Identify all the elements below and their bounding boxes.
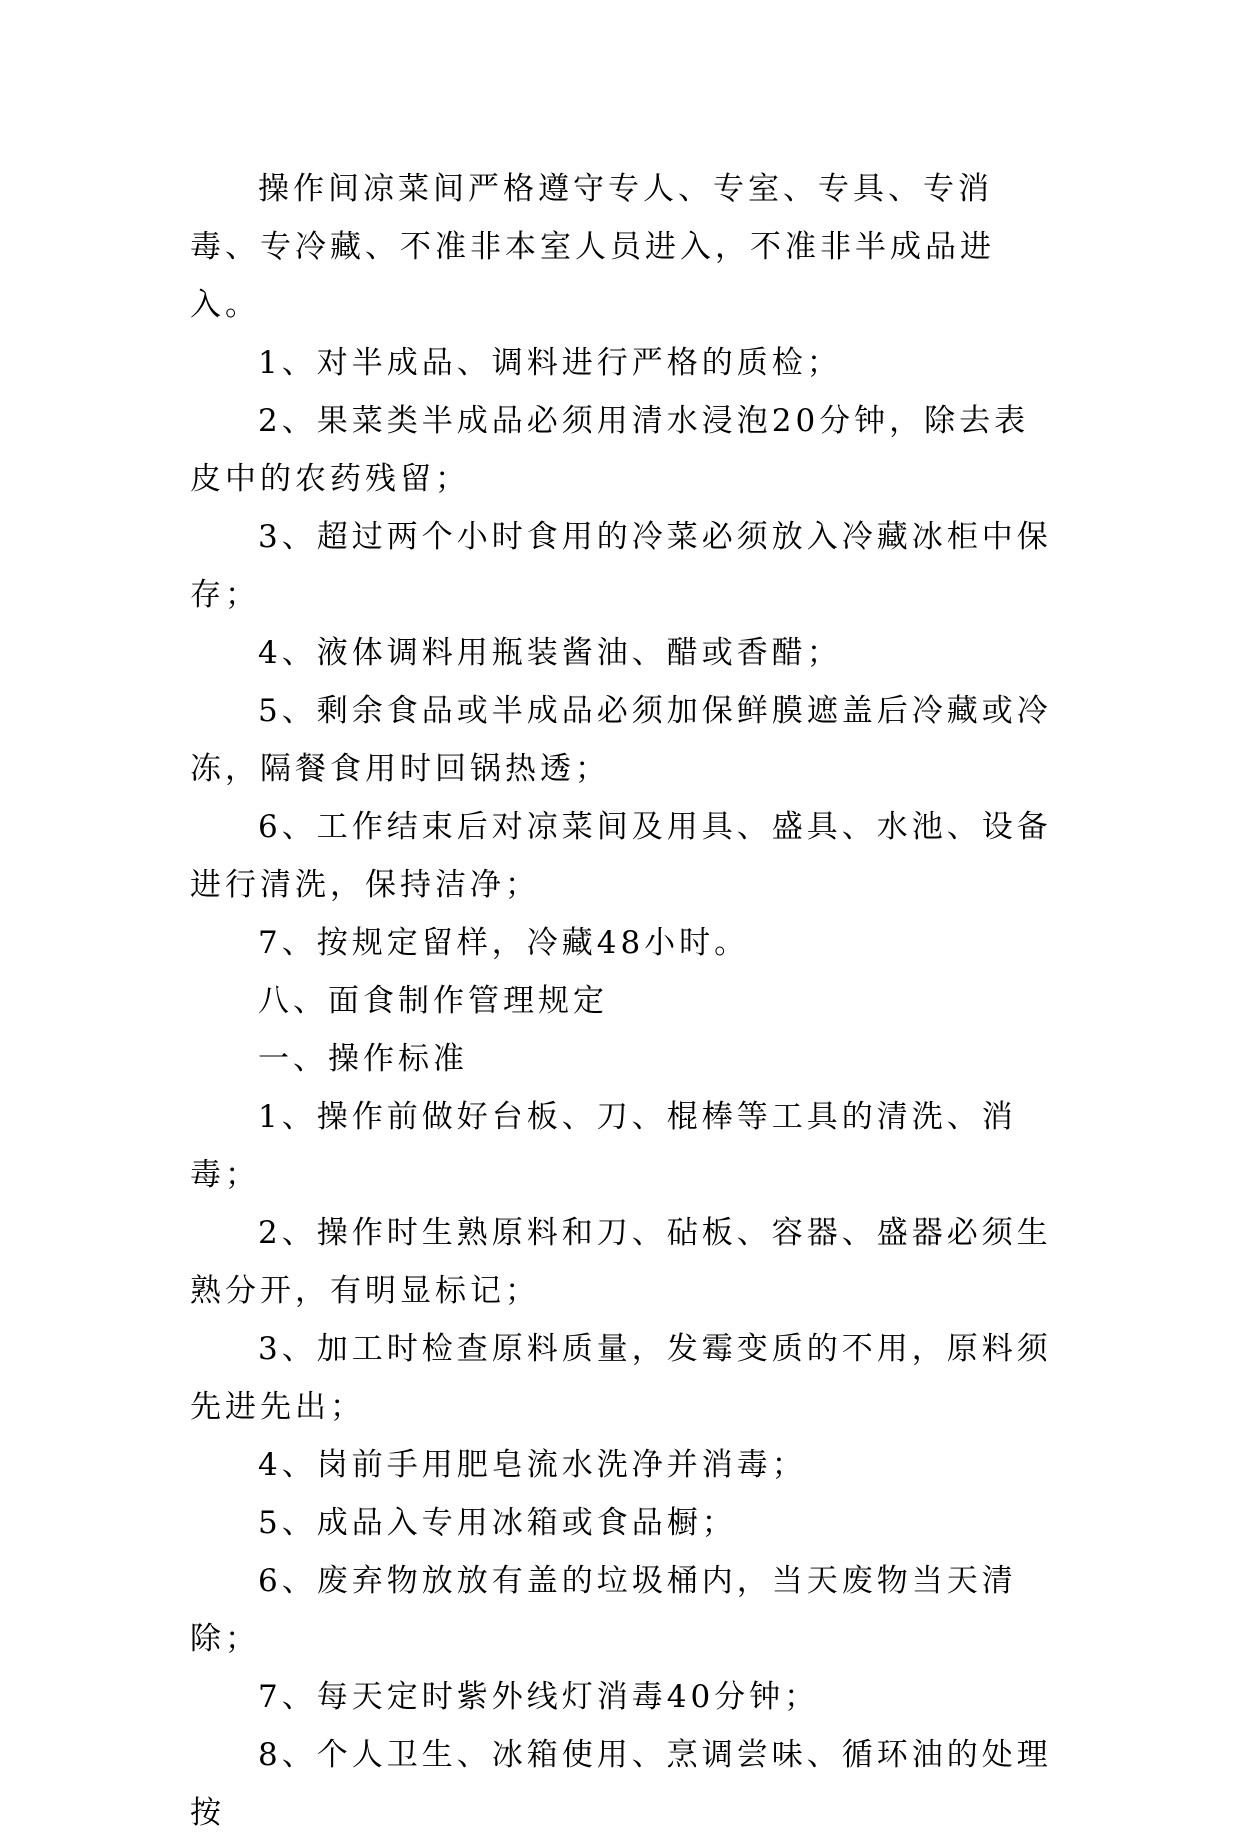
paragraph-item-4: 4、液体调料用瓶装酱油、醋或香醋； (258, 635, 842, 671)
paragraph-standard-4: 4、岗前手用肥皂流水洗净并消毒； (258, 1447, 807, 1483)
paragraph-standard-7: 7、每天定时紫外线灯消毒40分钟； (258, 1679, 820, 1715)
paragraph-standard-2: 2、操作时生熟原料和刀、砧板、容器、盛器必须生熟分开，有明显标记； (190, 1215, 1052, 1309)
paragraph-standard-8: 8、个人卫生、冰箱使用、烹调尝味、循环油的处理按 (190, 1737, 1052, 1831)
paragraph-standard-3: 3、加工时检查原料质量，发霉变质的不用，原料须先进先出； (190, 1331, 1052, 1425)
paragraph-item-3: 3、超过两个小时食用的冷菜必须放入冷藏冰柜中保存； (190, 519, 1052, 613)
paragraph-standard-5: 5、成品入专用冰箱或食品橱； (258, 1505, 737, 1541)
document-body (190, 160, 1060, 1842)
paragraph-item-1: 1、对半成品、调料进行严格的质检； (258, 345, 842, 381)
paragraph-item-2: 2、果菜类半成品必须用清水浸泡20分钟，除去表皮中的农药残留； (190, 403, 1030, 497)
paragraph-intro: 操作间凉菜间严格遵守专人、专室、专具、专消毒、专冷藏、不准非本室人员进入，不准非半成品进入。 (190, 171, 995, 323)
section-heading: 八、面食制作管理规定 (258, 983, 608, 1019)
paragraph-item-7: 7、按规定留样，冷藏48小时。 (258, 925, 750, 961)
paragraph-standard-6: 6、废弃物放放有盖的垃圾桶内，当天废物当天清除； (190, 1563, 1017, 1657)
subsection-heading: 一、操作标准 (258, 1041, 468, 1077)
paragraph-item-5: 5、剩余食品或半成品必须加保鲜膜遮盖后冷藏或冷冻，隔餐食用时回锅热透； (190, 693, 1052, 787)
paragraph-item-6: 6、工作结束后对凉菜间及用具、盛具、水池、设备进行清洗，保持洁净； (190, 809, 1052, 903)
paragraph-standard-1: 1、操作前做好台板、刀、棍棒等工具的清洗、消毒； (190, 1099, 1017, 1193)
